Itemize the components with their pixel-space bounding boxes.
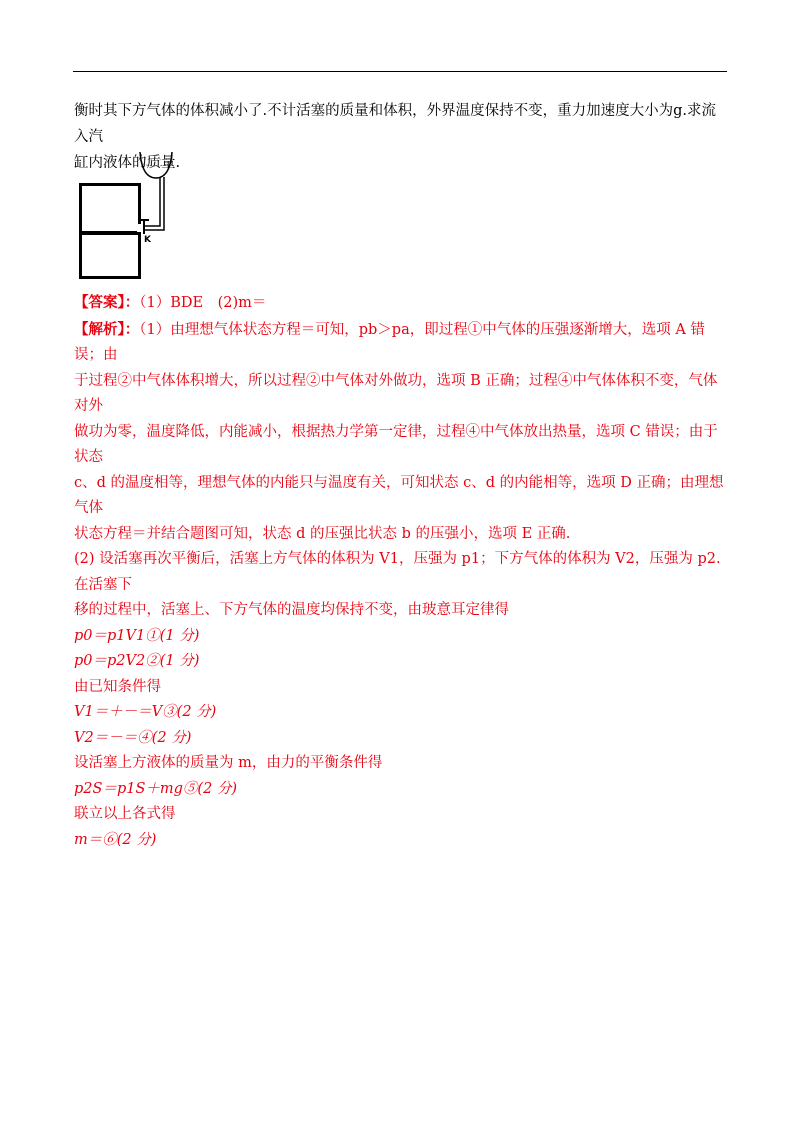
analysis-line-15: 联立以上各式得 (74, 806, 176, 822)
cylinder-inlet (137, 224, 142, 232)
answer-text: （1）BDE (2)m＝ (139, 295, 267, 311)
cylinder-figure (78, 148, 188, 287)
equation-5: p2S＝p1S＋mg⑤(2 分) (74, 780, 238, 797)
equation-2: p0＝p2V2②(1 分) (74, 653, 200, 669)
analysis-line-3: 做功为零，温度降低，内能减小，根据热力学第一定律，过程④中气体放出热量，选项 C 错误；由于状态 (74, 423, 718, 465)
question-line-1: 衡时其下方气体的体积减小了.不计活塞的质量和体积，外界温度保持不变，重力加速度大小为g.求流入汽 (74, 103, 716, 145)
equation-6: m＝⑥(2 分) (74, 831, 157, 848)
analysis-line-6: (2) 设活塞再次平衡后，活塞上方气体的体积为 V1，压强为 p1；下方气体的体积为 V2，压强为 p2.在活塞下 (74, 551, 721, 593)
analysis-line-5: 状态方程＝并结合题图可知，状态 d 的压强比状态 b 的压强小，选项 E 正确. (74, 525, 571, 542)
analysis-line-7: 移的过程中，活塞上、下方气体的温度均保持不变，由玻意耳定律得 (74, 602, 509, 618)
cylinder-diagram (78, 148, 188, 283)
pipe-outer (144, 177, 160, 226)
analysis-label: 【解析】： (74, 320, 140, 338)
analysis-line-2: 于过程②中气体体积增大，所以过程②中气体对外做功，选项 B 正确；过程④中气体体积不变，气体对外 (74, 372, 718, 414)
funnel-outline (140, 152, 172, 178)
equation-4: V2＝－＝④(2 分) (74, 729, 192, 746)
equation-1: p0＝p1V1①(1 分) (74, 627, 200, 644)
funnel-liquid-top (142, 158, 171, 160)
valve-label: K (144, 235, 151, 245)
analysis-text-1: （1）由理想气体状态方程＝可知，pb＞pa，即过程①中气体的压强逐渐增大，选项 A 错误；由 (74, 321, 705, 363)
analysis-line-1 (74, 317, 730, 369)
analysis-line-10: 由已知条件得 (74, 678, 161, 695)
pipe-inner (144, 177, 164, 230)
answer-line (74, 290, 730, 317)
equation-3: V1＝＋－＝V③(2 分) (74, 704, 217, 720)
funnel-liquid (143, 164, 169, 166)
question-line-2: 缸内液体的质量. (74, 155, 181, 171)
analysis-line-4: c、d 的温度相等，理想气体的内能只与温度有关，可知状态 c、d 的内能相等，选项 D 正确；由理想气体 (74, 474, 724, 516)
header-rule (73, 71, 727, 72)
answer-label: 【答案】： (74, 294, 140, 311)
analysis-line-13: 设活塞上方液体的质量为 m，由力的平衡条件得 (74, 755, 383, 771)
answer-section (74, 290, 730, 853)
